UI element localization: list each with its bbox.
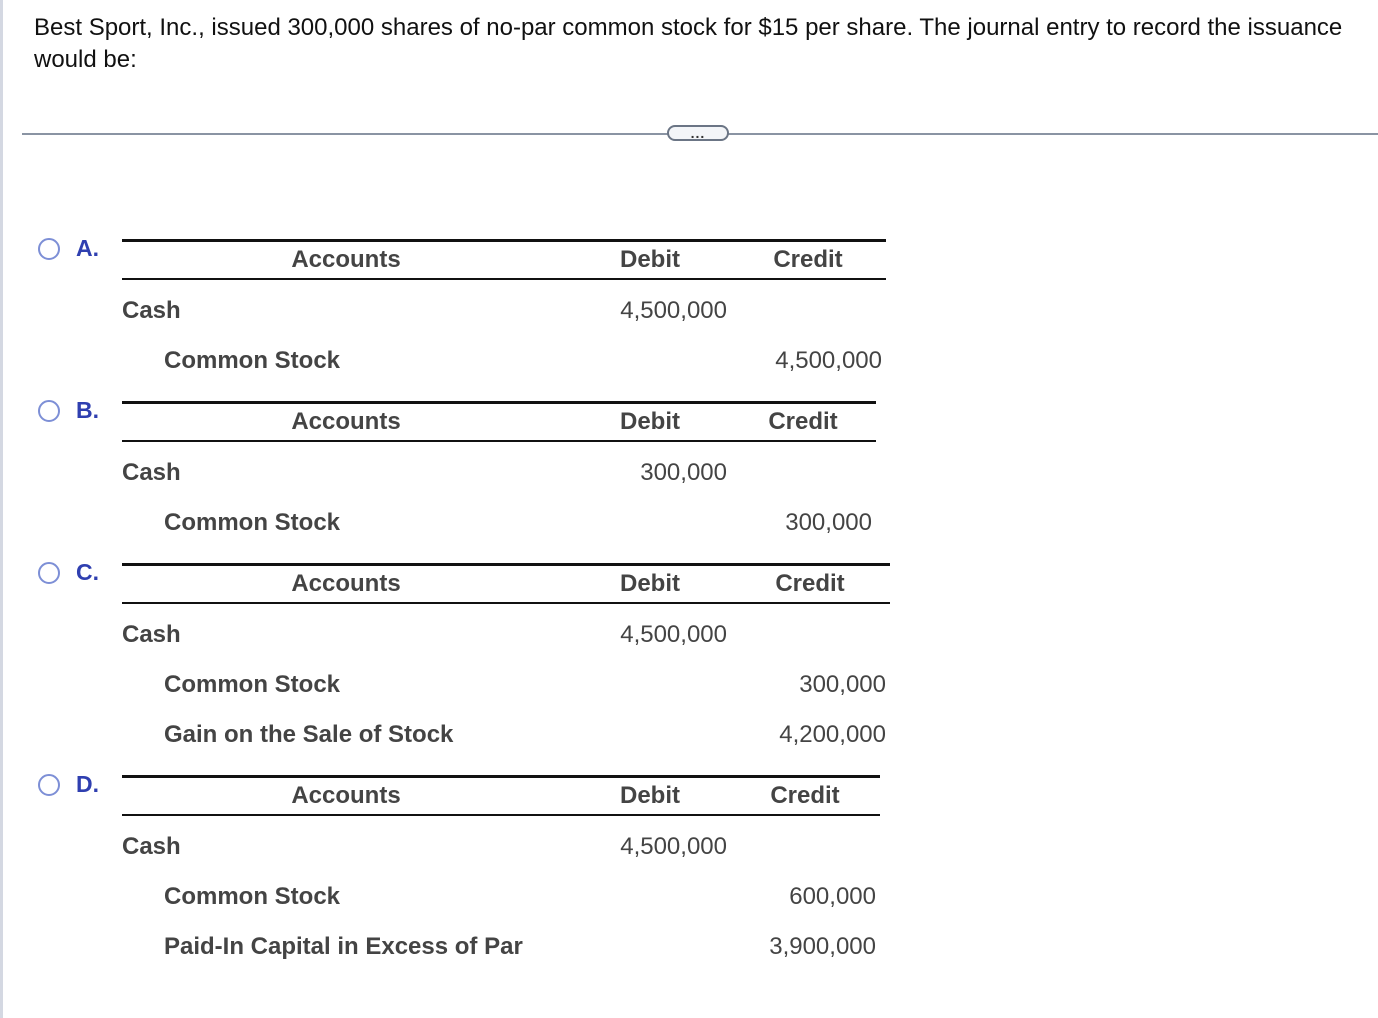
account-name: Common Stock <box>164 347 341 374</box>
table-row <box>122 872 880 922</box>
option-letter: C. <box>76 559 99 585</box>
journal-table <box>122 239 886 386</box>
question-text: Best Sport, Inc., issued 300,000 shares of no-par common stock for $15 per share. The journal entry to record the issuance would be: <box>34 14 1343 73</box>
journal-table <box>122 401 876 548</box>
header-accounts: Accounts <box>291 570 401 597</box>
table-header <box>122 563 890 604</box>
radio-button[interactable] <box>38 562 60 584</box>
credit-amount: 3,900,000 <box>769 933 876 960</box>
header-credit: Credit <box>775 570 845 597</box>
debit-amount: 4,500,000 <box>620 621 727 648</box>
table-row <box>122 336 886 386</box>
header-credit: Credit <box>768 408 838 435</box>
account-name: Common Stock <box>164 883 341 910</box>
radio-button[interactable] <box>38 400 60 422</box>
option-letter: A. <box>76 235 99 261</box>
header-accounts: Accounts <box>291 408 401 435</box>
table-row <box>122 822 880 872</box>
header-debit: Debit <box>620 246 680 273</box>
account-name: Gain on the Sale of Stock <box>164 721 454 748</box>
header-debit: Debit <box>620 782 680 809</box>
table-row <box>122 610 890 660</box>
radio-button[interactable] <box>38 774 60 796</box>
credit-amount: 600,000 <box>789 883 876 910</box>
left-border <box>0 0 3 1018</box>
credit-amount: 300,000 <box>785 509 872 536</box>
debit-amount: 300,000 <box>640 459 727 486</box>
table-row <box>122 498 876 548</box>
journal-table <box>122 775 880 972</box>
expand-more-button[interactable]: ... <box>667 125 729 141</box>
credit-amount: 4,500,000 <box>775 347 882 374</box>
header-accounts: Accounts <box>291 782 401 809</box>
debit-amount: 4,500,000 <box>620 833 727 860</box>
table-header <box>122 401 876 442</box>
account-name: Paid-In Capital in Excess of Par <box>164 933 523 960</box>
account-name: Cash <box>122 459 181 486</box>
header-debit: Debit <box>620 408 680 435</box>
header-accounts: Accounts <box>291 246 401 273</box>
credit-amount: 300,000 <box>799 671 886 698</box>
table-row <box>122 710 890 760</box>
table-row <box>122 922 880 972</box>
table-header <box>122 239 886 280</box>
account-name: Cash <box>122 621 181 648</box>
table-row <box>122 448 876 498</box>
header-debit: Debit <box>620 570 680 597</box>
account-name: Common Stock <box>164 671 341 698</box>
option-letter: D. <box>76 771 99 797</box>
account-name: Cash <box>122 297 181 324</box>
header-credit: Credit <box>770 782 840 809</box>
radio-button[interactable] <box>38 238 60 260</box>
debit-amount: 4,500,000 <box>620 297 727 324</box>
table-row <box>122 660 890 710</box>
table-row <box>122 286 886 336</box>
account-name: Cash <box>122 833 181 860</box>
journal-table <box>122 563 890 760</box>
credit-amount: 4,200,000 <box>779 721 886 748</box>
table-header <box>122 775 880 816</box>
account-name: Common Stock <box>164 509 341 536</box>
header-credit: Credit <box>773 246 843 273</box>
option-letter: B. <box>76 397 99 423</box>
